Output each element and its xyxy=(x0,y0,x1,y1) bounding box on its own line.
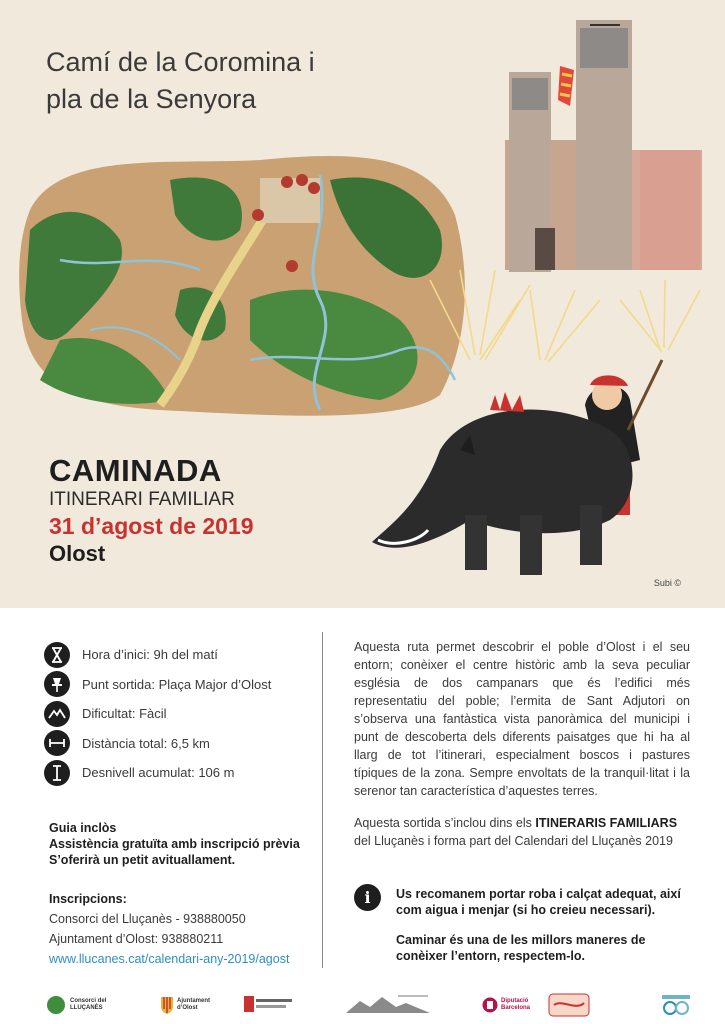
registration-heading: Inscripcions: xyxy=(49,892,127,906)
info-text: Desnivell acumulat: 106 m xyxy=(82,765,235,781)
guide-block xyxy=(49,820,319,868)
route-title-line1: Camí de la Coromina i xyxy=(46,47,315,77)
diputacio-icon xyxy=(482,997,498,1013)
info-text: Distància total: 6,5 km xyxy=(82,735,210,751)
event-place: Olost xyxy=(49,541,106,566)
ajuntament-olost-logo xyxy=(160,993,210,1017)
logo-text: LLUÇANÈS xyxy=(70,1005,103,1011)
registration-link[interactable]: www.llucanes.cat/calendari-any-2019/agost xyxy=(49,952,290,966)
event-date: 31 d’agost de 2019 xyxy=(49,513,254,539)
program-note xyxy=(354,814,690,850)
registration-block xyxy=(49,889,329,969)
diputacio-barcelona-logo xyxy=(482,993,530,1017)
llucanes-landscape-logo xyxy=(346,993,430,1017)
event-block xyxy=(49,454,254,568)
route-title xyxy=(46,44,366,118)
program-note-start: Aquesta sortida s’inclou dins els xyxy=(354,816,536,830)
logo-text: Ajuntament xyxy=(177,998,210,1004)
program-name: ITINERARIS FAMILIARS xyxy=(535,816,678,830)
pin-icon xyxy=(44,671,70,697)
festival-logo xyxy=(548,993,590,1017)
route-description: Aquesta ruta permet descobrir el poble d’Olost i el seu entorn; conèixer el centre històric amb la seva peculiar església de dos campanars que és l’edifici més representatiu del poble; l’ermita de Sant Adjutori on s’observa una fantàstica vista panoràmica del municipi i punt de descoberta dels diferents paisatges que hi ha al llarg de tot l’itinerari, especialment boscos i pastures típiques de la zona. Sempre envoltats de la tranquil·litat i la serenor tan característica d’aquestes terres. xyxy=(354,640,690,798)
shield-icon xyxy=(160,995,174,1015)
info-item-elevation xyxy=(44,758,314,788)
logo-text: Diputació xyxy=(501,998,529,1004)
event-heading: CAMINADA xyxy=(49,453,222,488)
feder-logo xyxy=(244,993,294,1017)
logo-text: Consorci del xyxy=(70,998,107,1004)
logo-text: Barcelona xyxy=(501,1005,531,1011)
info-icon xyxy=(354,884,381,911)
hourglass-icon xyxy=(44,642,70,668)
info-item-start-time xyxy=(44,640,314,670)
guide-line: S’oferirà un petit avituallament. xyxy=(49,853,236,867)
church-illustration xyxy=(505,20,702,272)
route-info-list xyxy=(44,640,314,788)
program-note-end: del Lluçanès i forma part del Calendari del Lluçanès 2019 xyxy=(354,834,673,848)
distance-icon xyxy=(44,730,70,756)
info-text: Hora d’inici: 9h del matí xyxy=(82,647,218,663)
fire-sparks xyxy=(430,270,700,362)
guide-heading: Guia inclòs xyxy=(49,821,117,835)
mountain-icon xyxy=(44,701,70,727)
elevation-icon xyxy=(44,760,70,786)
info-item-difficulty xyxy=(44,699,314,729)
guide-line: Assistència gratuïta amb inscripció prèvia xyxy=(49,837,300,851)
registration-phone: Ajuntament d’Olost: 938880211 xyxy=(49,932,224,946)
sponsor-logos xyxy=(0,985,725,1024)
respect-text: Caminar és una de les millors maneres de conèixer l’entorn, respectem-lo. xyxy=(396,933,646,963)
info-icon-glyph: i xyxy=(364,888,371,907)
illustration-credit: Subi © xyxy=(653,578,681,588)
registration-phone: Consorci del Lluçanès - 938880050 xyxy=(49,912,246,926)
event-subheading: ITINERARI FAMILIAR xyxy=(49,489,235,510)
info-text: Punt sortida: Plaça Major d’Olost xyxy=(82,676,272,692)
educacio-360-logo xyxy=(660,993,692,1017)
info-item-start-point xyxy=(44,670,314,700)
leaf-icon xyxy=(46,995,66,1015)
consorci-llucanes-logo xyxy=(46,993,106,1017)
info-item-distance xyxy=(44,729,314,759)
route-title-line2: pla de la Senyora xyxy=(46,84,257,114)
info-text: Dificultat: Fàcil xyxy=(82,706,167,722)
recommendation-text: Us recomanem portar roba i calçat adequat, així com aigua i menjar (si ho creieu necessari). xyxy=(396,887,681,917)
logo-text: d’Olost xyxy=(177,1005,198,1011)
